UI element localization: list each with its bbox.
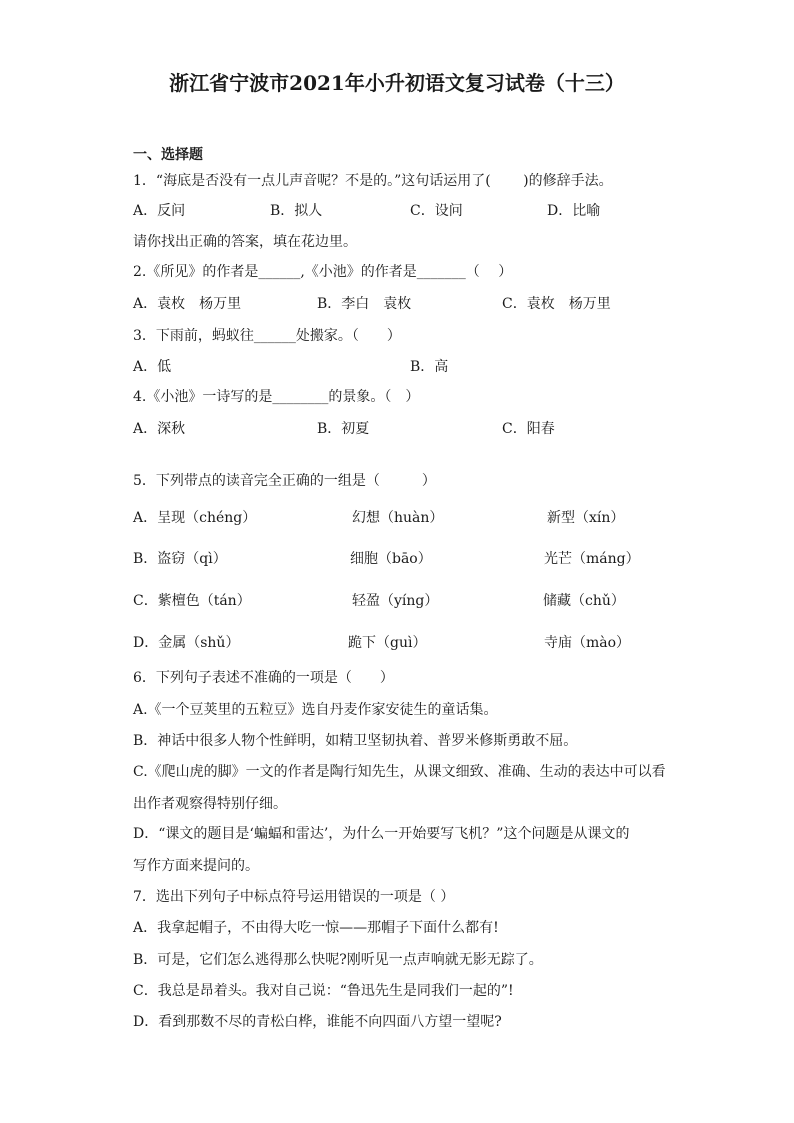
- question-5-option-b-item-3: 光芒（máng）: [544, 551, 640, 567]
- question-6-option-c-line-2: 出作者观察得特别仔细。: [133, 796, 287, 812]
- question-6-option-d-line-1: D．“课文的题目是‘蝙蝠和雷达’，为什么一开始要写飞机？”这个问题是从课文的: [133, 826, 630, 842]
- question-1-option-c: C．设问: [410, 203, 463, 219]
- question-5-option-d-item-2: 跪下（guì）: [348, 635, 427, 651]
- question-5-stem: 5．下列带点的读音完全正确的一组是（ ）: [133, 473, 436, 489]
- question-7-option-d: D．看到那数不尽的青松白桦，谁能不向四面八方望一望呢?: [133, 1014, 502, 1030]
- question-6-stem: 6．下列句子表述不准确的一项是（ ）: [133, 670, 394, 686]
- question-2-option-b: B．李白 袁枚: [317, 296, 412, 312]
- question-5-option-a-item-2: 幻想（huàn）: [352, 510, 444, 526]
- question-5-option-d-item-3: 寺庙（mào）: [544, 635, 631, 651]
- question-3-option-b: B．高: [410, 359, 449, 375]
- question-5-option-b-item-2: 细胞（bāo）: [350, 551, 432, 567]
- question-7-option-c: C．我总是昂着头。我对自己说：“鲁迅先生是同我们一起的”!: [133, 983, 514, 999]
- question-1-stem: 1．“海底是否没有一点儿声音呢？不是的。”这句话运用了( )的修辞手法。: [133, 173, 613, 189]
- section-heading: 一、选择题: [133, 147, 203, 163]
- question-5-option-a-item-1: A．呈现（chéng）: [133, 510, 257, 526]
- question-2-stem: 2.《所见》的作者是______,《小池》的作者是_______（ ）: [133, 264, 513, 280]
- question-6-option-b: B．神话中很多人物个性鲜明，如精卫坚韧执着、普罗米修斯勇敢不屈。: [133, 733, 578, 749]
- question-6-option-c-line-1: C.《爬山虎的脚》一文的作者是陶行知先生，从课文细致、准确、生动的表达中可以看: [133, 764, 666, 780]
- question-5-option-a-item-3: 新型（xín）: [547, 510, 625, 526]
- question-4-option-a: A．深秋: [133, 421, 186, 437]
- question-1-option-a: A．反问: [133, 203, 186, 219]
- question-5-option-c-item-2: 轻盈（yíng）: [352, 593, 439, 609]
- question-1-option-b: B．拟人: [270, 203, 323, 219]
- question-6-option-d-line-2: 写作方面来提问的。: [133, 858, 259, 874]
- question-7-option-b: B．可是，它们怎么逃得那么快呢?刚听见一点声响就无影无踪了。: [133, 952, 543, 968]
- question-2-option-a: A．袁枚 杨万里: [133, 296, 242, 312]
- question-1-option-d: D．比喻: [547, 203, 601, 219]
- question-5-option-c-item-3: 储藏（chǔ）: [543, 593, 625, 609]
- question-7-stem: 7．选出下列句子中标点符号运用错误的一项是（ ）: [133, 889, 455, 905]
- question-4-stem: 4.《小池》一诗写的是________的景象。（ ）: [133, 389, 420, 405]
- question-3-option-a: A．低: [133, 359, 172, 375]
- question-3-stem: 3．下雨前，蚂蚁往______处搬家。（ ）: [133, 328, 401, 344]
- instruction-text: 请你找出正确的答案，填在花边里。: [133, 234, 357, 250]
- page-title: 浙江省宁波市2021年小升初语文复习试卷（十三）: [169, 71, 625, 95]
- question-2-option-c: C．袁枚 杨万里: [502, 296, 611, 312]
- question-5-option-b-item-1: B．盗窃（qì）: [133, 551, 227, 567]
- question-4-option-c: C．阳春: [502, 421, 555, 437]
- question-4-option-b: B．初夏: [317, 421, 370, 437]
- question-7-option-a: A．我拿起帽子，不由得大吃一惊——那帽子下面什么都有!: [133, 920, 499, 936]
- question-5-option-d-item-1: D．金属（shǔ）: [133, 635, 240, 651]
- question-5-option-c-item-1: C．紫檀色（tán）: [133, 593, 251, 609]
- question-6-option-a: A.《一个豆荚里的五粒豆》选自丹麦作家安徒生的童话集。: [133, 702, 498, 718]
